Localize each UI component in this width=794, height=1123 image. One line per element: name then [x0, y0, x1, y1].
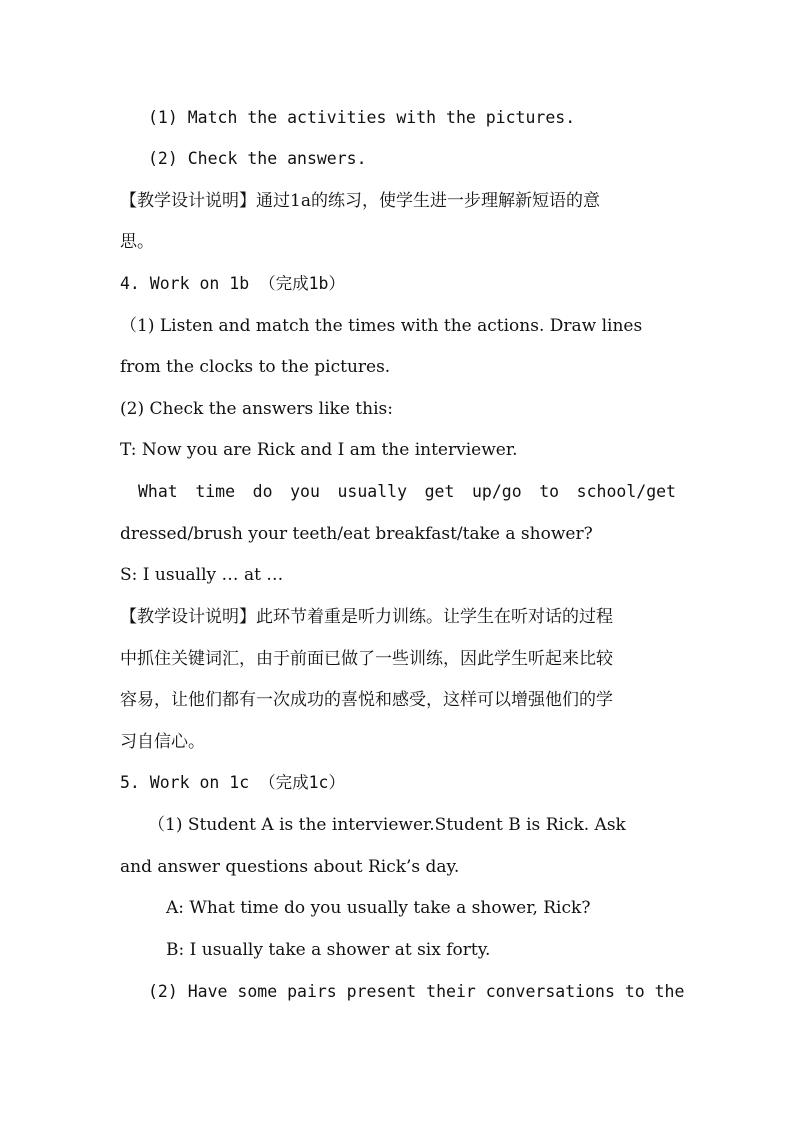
text-line-12: S: I usually … at …	[120, 565, 284, 585]
design-note-2-line-2: 中抓住关键词汇，由于前面已做了一些训练，因此学生听起来比较	[120, 649, 613, 669]
design-note-2-line-3: 容易，让他们都有一次成功的喜悦和感受，这样可以增强他们的学	[120, 690, 613, 710]
text-line-1: (1) Match the activities with the pictures.	[148, 108, 576, 127]
dialogue-line-a: A: What time do you usually take a shower, Rick?	[166, 898, 591, 918]
design-note-1-line-1: 【教学设计说明】通过1a的练习，使学生进一步理解新短语的意	[120, 191, 600, 211]
text-line-19: and answer questions about Rick’s day.	[120, 857, 460, 877]
text-line-7: from the clocks to the pictures.	[120, 357, 391, 377]
text-line-10: What time do you usually get up/go to school/get	[138, 482, 676, 501]
text-line-9: T: Now you are Rick and I am the interviewer.	[120, 440, 518, 460]
section-heading-5: 5. Work on 1c （完成1c）	[120, 773, 345, 792]
design-note-2-line-1: 【教学设计说明】此环节着重是听力训练。让学生在听对话的过程	[120, 607, 613, 627]
dialogue-line-b: B: I usually take a shower at six forty.	[166, 940, 491, 960]
text-line-6: （1) Listen and match the times with the actions. Draw lines	[120, 316, 643, 336]
text-line-22: (2) Have some pairs present their conversations to the	[148, 982, 685, 1001]
design-note-1-line-2: 思。	[120, 232, 154, 252]
text-line-8: (2) Check the answers like this:	[120, 399, 393, 419]
text-line-2: (2) Check the answers.	[148, 149, 367, 168]
section-heading-4: 4. Work on 1b （完成1b）	[120, 274, 345, 293]
text-line-18: （1) Student A is the interviewer.Student B is Rick. Ask	[148, 815, 626, 835]
design-note-2-line-4: 习自信心。	[120, 732, 205, 752]
text-line-11: dressed/brush your teeth/eat breakfast/take a shower?	[120, 524, 593, 544]
